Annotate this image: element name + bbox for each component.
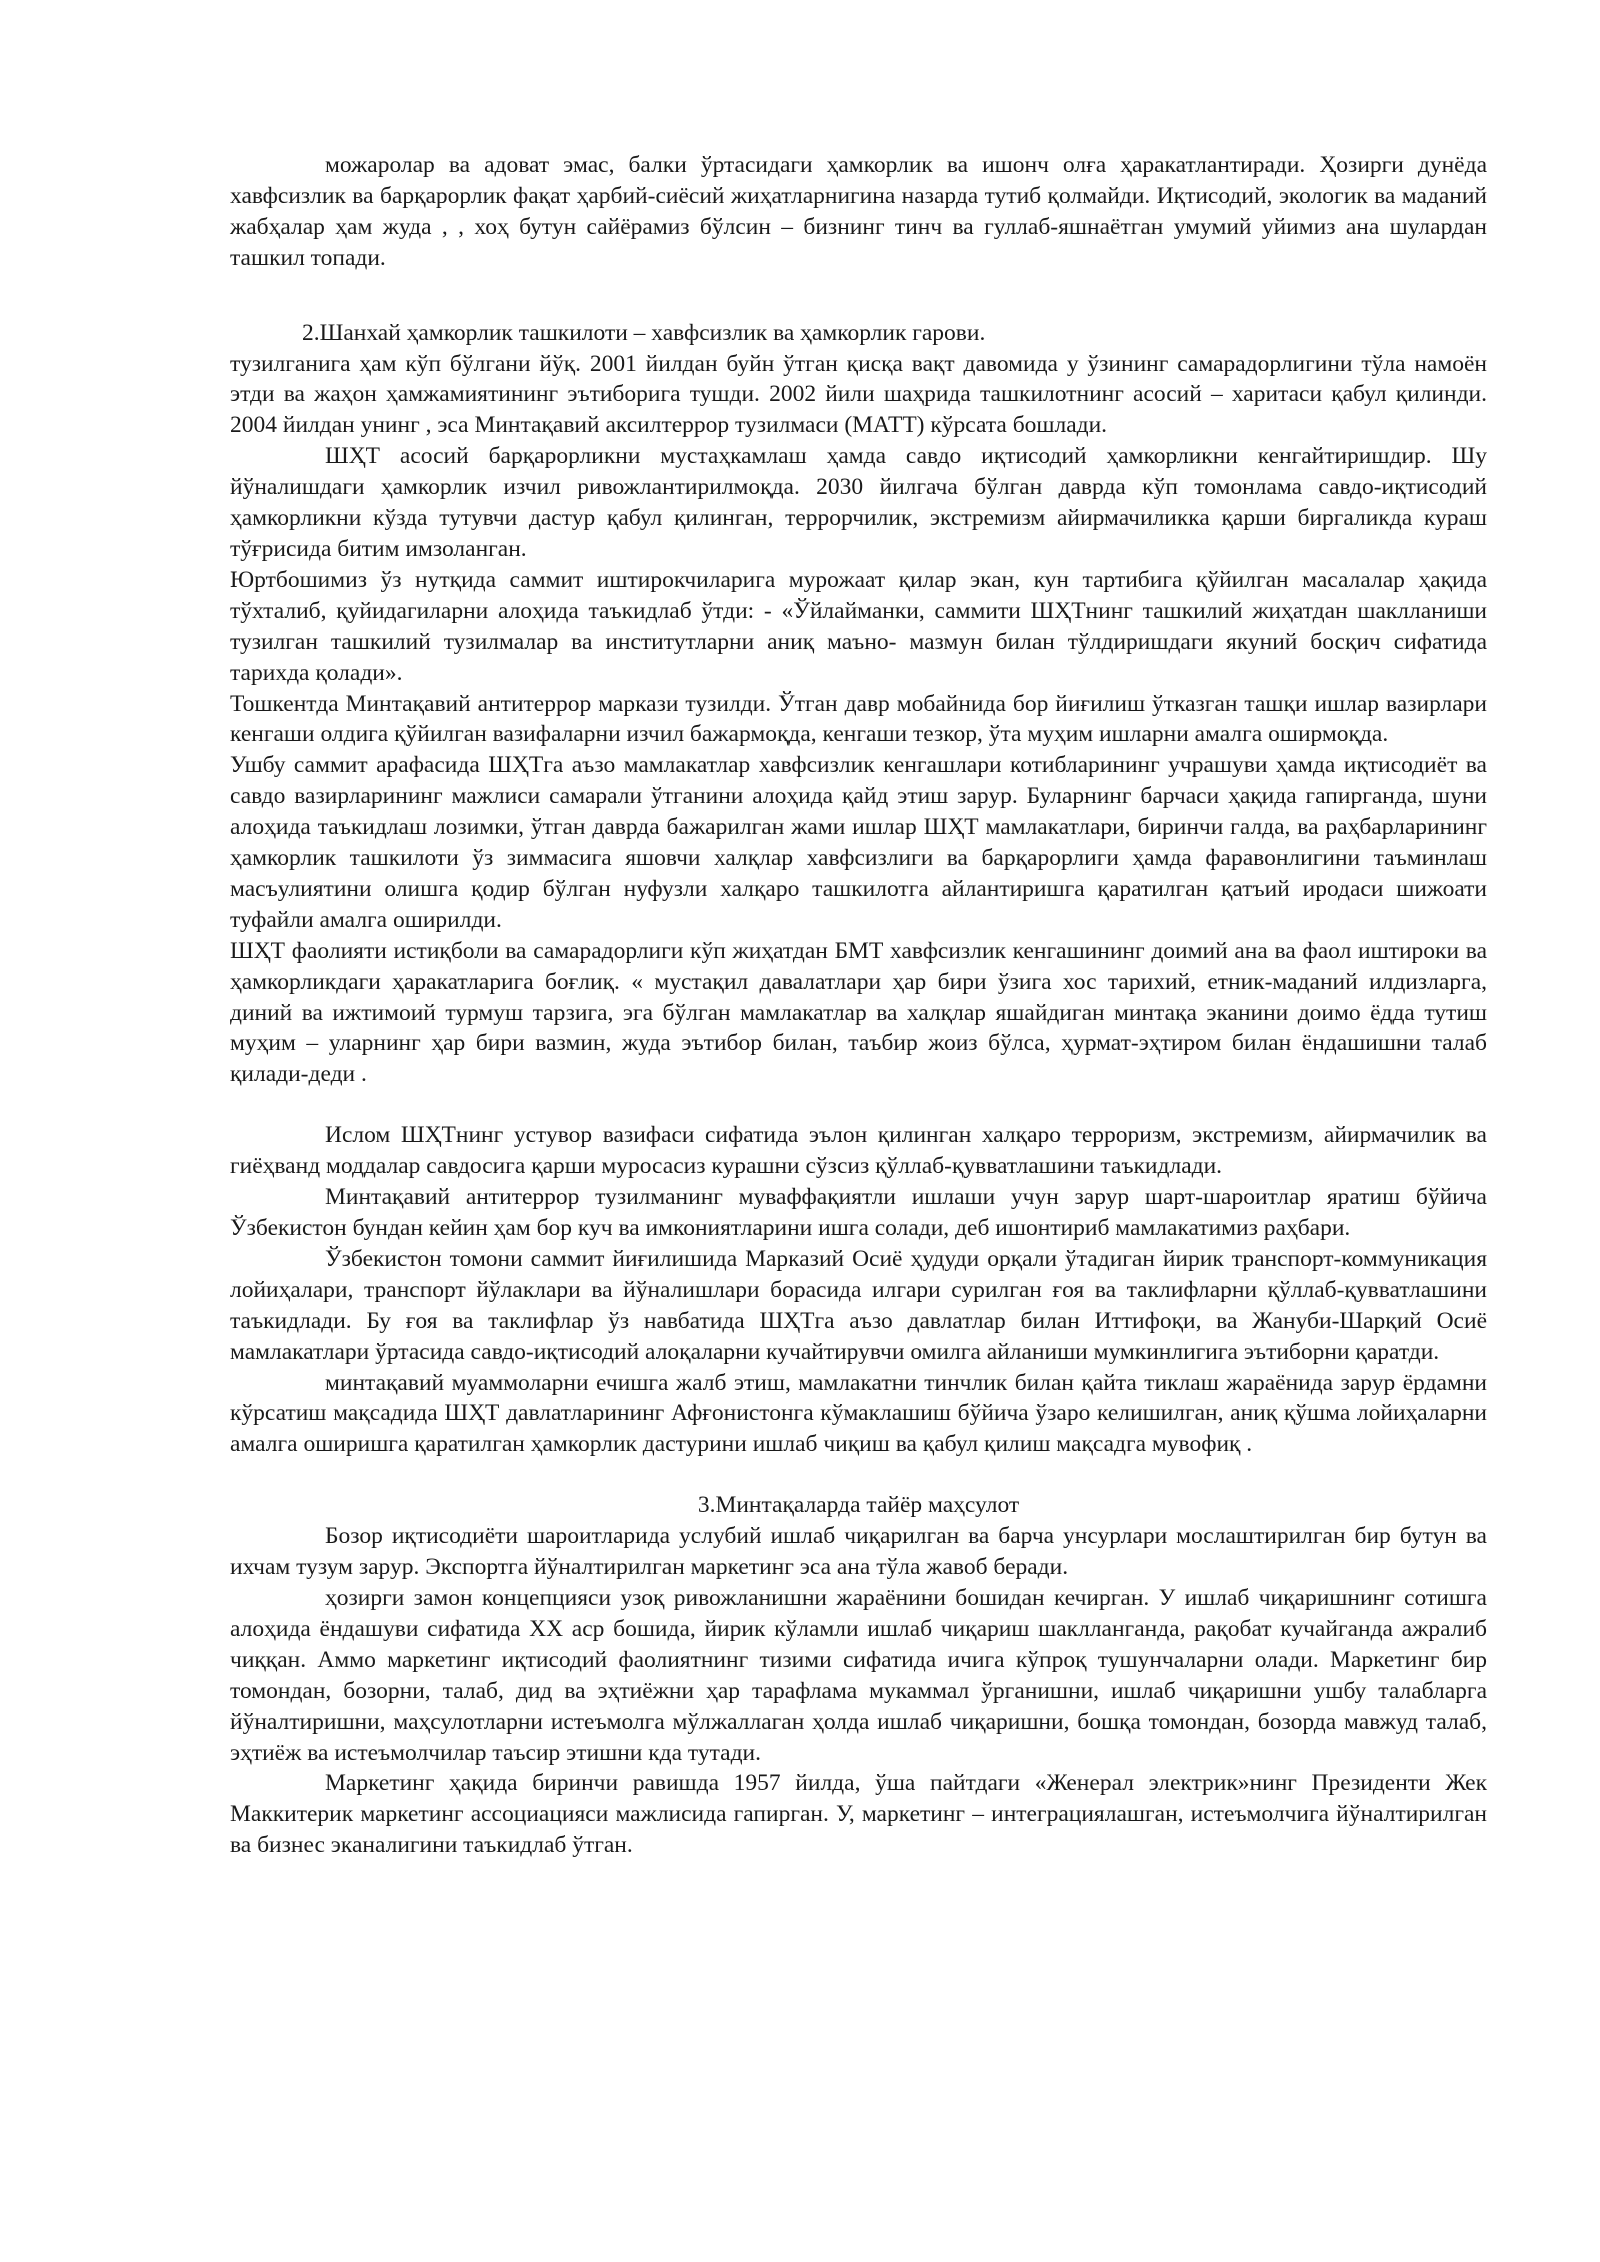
document-page (230, 150, 1487, 1861)
paragraph-3: ШҲТ асосий барқарорликни мустаҳкамлаш ҳамда савдо иқтисодий ҳамкорликни кенгайтиришдир. Шу йўналишдаги ҳамкорлик изчил ривожлантирилмоқда. 2030 йилгача бўлган даврда кўп томонлама савдо-иқтисодий ҳамкорликни кўзда тутувчи дастур қабул қилинган, террорчилик, экстремизм айирмачиликка қарши биргаликда кураш тўғрисида битим имзоланган. (230, 443, 1487, 562)
paragraph-10: Ўзбекистон томони саммит йиғилишида Марказий Осиё ҳудуди орқали ўтадиган йирик транспорт-коммуникация лойиҳалари, транспорт йўлаклари ва йўналишлари борасида илгари сурилган ғоя ва таклифларни қўллаб-қувватлашини таъкидлади. Бу ғоя ва таклифлар ўз навбатида ШҲТга аъзо давлатлар билан Иттифоқи, ва Жануби-Шарқий Осиё мамлакатлари ўртасида савдо-иқтисодий алоқаларни кучайтирувчи омилга айланиши мумкинлигига эътиборни қаратди. (230, 1245, 1487, 1365)
paragraph-4: Юртбошимиз ўз нутқида саммит иштирокчиларига мурожаат қилар экан, кун тартибига қўйилган масалалар ҳақида тўхталиб, қуйидагиларни алоҳида таъкидлаб ўтди: - «Ўйлайманки, саммити ШҲТнинг ташкилий жиҳатдан шаклланиши тузилган ташкилий тузилмалар ва институтларни аниқ маъно- мазмун билан тўлдиришдаги якуний босқич сифатида тарихда қолади». (230, 566, 1487, 686)
section-heading-2: 2.Шанхай ҳамкорлик ташкилоти – хавфсизлик ва ҳамкорлик гарови. (302, 319, 986, 346)
paragraph-5: Тошкентда Минтақавий антитеррор маркази тузилди. Ўтган давр мобайнида бор йиғилиш ўтказган ташқи ишлар вазирлари кенгаши олдига қўйилган вазифаларни изчил бажармоқда, кенгаши тезкор, ўта муҳим ишларни амалга оширмоқда. (230, 690, 1487, 748)
section-heading-3: 3.Минтақаларда тайёр маҳсулот (697, 1492, 1020, 1519)
paragraph-1: можаролар ва адоват эмас, балки ўртасидаги ҳамкорлик ва ишонч олға ҳаракатлантиради. Ҳозирги дунёда хавфсизлик ва барқарорлик фақат ҳарбий-сиёсий жиҳатларнигина назарда тутиб қолмайди. Иқтисодий, экологик ва маданий жабҳалар ҳам жуда , , хоҳ бутун сайёрамиз бўлсин – бизнинг тинч ва гуллаб-яшнаётган умумий уйимиз ана шулардан ташкил топади. (230, 152, 1487, 271)
paragraph-6: Ушбу саммит арафасида ШҲТга аъзо мамлакатлар хавфсизлик кенгашлари котибларининг учрашуви ҳамда иқтисодиёт ва савдо вазирларининг мажлиси самарали ўтганини алоҳида қайд этиш зарур. Буларнинг барчаси ҳақида гапирганда, шуни алоҳида таъкидлаш лозимки, ўтган даврда бажарилган жами ишлар ШҲТ мамлакатлари, биринчи галда, ва раҳбарларининг ҳамкорлик ташкилоти ўз зиммасига яшовчи халқлар хавфсизлиги ва барқарорлиги ҳамда фаравонлигини таъминлаш масъулиятини олишга қодир бўлган нуфузли халқаро ташкилотга айлантиришга қаратилган қатъий иродаси шижоати туфайли амалга оширилди. (230, 752, 1487, 933)
paragraph-14: Маркетинг ҳақида биринчи равишда 1957 йилда, ўша пайтдаги «Женерал электрик»нинг Президенти Жек Маккитерик маркетинг ассоциацияси мажлисида гапирган. У, маркетинг – интеграциялашган, истеъмолчига йўналтирилган ва бизнес эканалигини таъкидлаб ўтган. (230, 1770, 1487, 1859)
paragraph-12: Бозор иқтисодиёти шароитларида услубий ишлаб чиқарилган ва барча унсурлари мослаштирилган бир бутун ва ихчам тузум зарур. Экспортга йўналтирилган маркетинг эса ана тўла жавоб беради. (230, 1523, 1487, 1581)
paragraph-13: ҳозирги замон концепцияси узоқ ривожланишни жараёнини бошидан кечирган. У ишлаб чиқаришнинг сотишга алоҳида ёндашуви сифатида XX аср бошида, йирик кўламли ишлаб чиқариш шаклланганда, рақобат кучайганда ажралиб чиққан. Аммо маркетинг иқтисодий фаолиятнинг тизими сифатида ичига кўпроқ тушунчаларни олади. Маркетинг бир томондан, бозорни, талаб, дид ва эҳтиёжни ҳар тарафлама мукаммал ўрганишни, ишлаб чиқаришни ушбу талабларга йўналтиришни, маҳсулотларни истеъмолга мўлжаллаган ҳолда ишлаб чиқаришни, бошқа томондан, бозорда мавжуд талаб, эҳтиёж ва истеъмолчилар таъсир этишни кда тутади. (230, 1584, 1487, 1766)
paragraph-11: минтақавий муаммоларни ечишга жалб этиш, мамлакатни тинчлик билан қайта тиклаш жараёнида зарур ёрдамни кўрсатиш мақсадида ШҲТ давлатларининг Афғонистонга кўмаклашиш бўйича ўзаро келишилган, аниқ қўшма лойиҳаларни амалга оширишга қаратилган ҳамкорлик дастурини ишлаб чиқиш ва қабул қилиш мақсадга мувофиқ . (230, 1369, 1487, 1458)
paragraph-7: ШҲТ фаолияти истиқболи ва самарадорлиги кўп жиҳатдан БМТ хавфсизлик кенгашининг доимий ана ва фаол иштироки ва ҳамкорликдаги ҳаракатларига боғлиқ. « мустақил давалатлари ҳар бири ўзига хос тарихий, етник-маданий илдизларга, диний ва ижтимоий турмуш тарзига, эга бўлган мамлакатлар ва халқлар яшайдиган минтақа эканини доимо ёдда тутиш муҳим – уларнинг ҳар бири вазмин, жуда эътибор билан, таъбир жоиз бўлса, ҳурмат-эҳтиром билан ёндашишни талаб қилади-деди . (230, 937, 1487, 1088)
paragraph-9: Минтақавий антитеррор тузилманинг муваффақиятли ишлаши учун зарур шарт-шароитлар яратиш бўйича Ўзбекистон бундан кейин ҳам бор куч ва имкониятларини ишга солади, деб ишонтириб мамлакатимиз раҳбари. (230, 1184, 1487, 1241)
paragraph-8: Ислом ШҲТнинг устувор вазифаси сифатида эълон қилинган халқаро терроризм, экстремизм, айирмачилик ва гиёҳванд моддалар савдосига қарши муросасиз курашни сўзсиз қўллаб-қувватлашини таъкидлади. (230, 1122, 1487, 1180)
paragraph-2: тузилганига ҳам кўп бўлгани йўқ. 2001 йилдан буйн ўтган қисқа вақт давомида у ўзининг самарадорлигини тўла намоён этди ва жаҳон ҳамжамиятининг эътиборига тушди. 2002 йили шаҳрида ташкилотнинг асосий – харитаси қабул қилинди. 2004 йилдан унинг , эса Минтақавий аксилтеррор тузилмаси (МАТТ) кўрсата бошлади. (230, 350, 1487, 439)
